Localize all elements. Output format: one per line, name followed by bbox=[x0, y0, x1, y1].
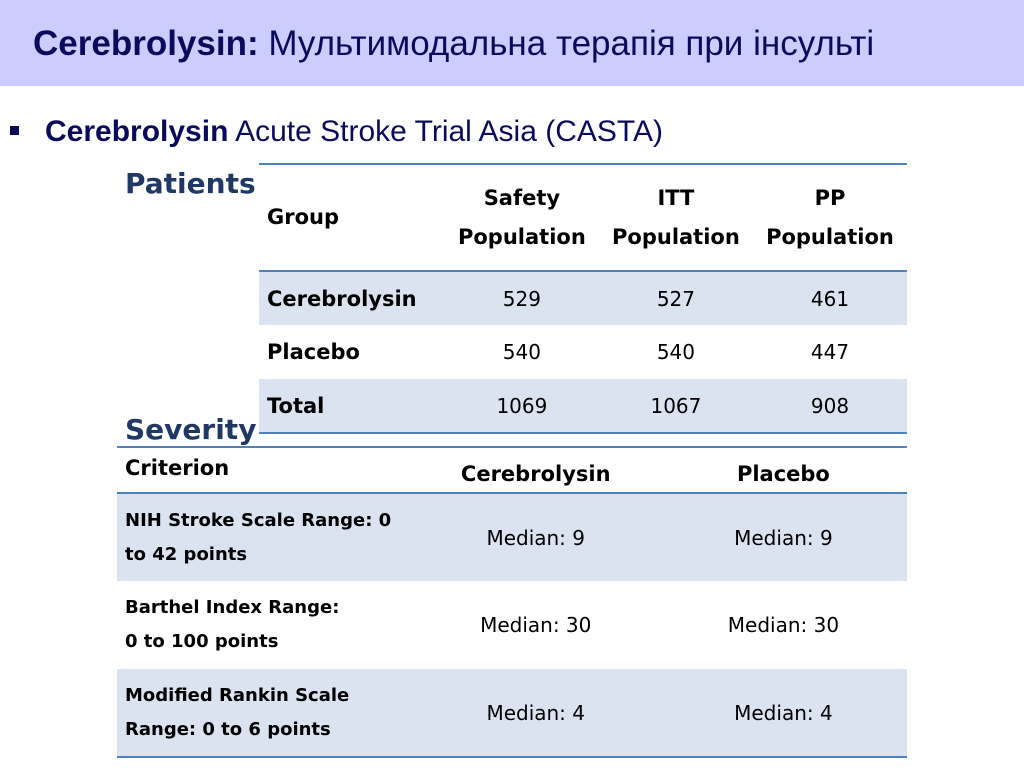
row-safety: 1069 bbox=[496, 393, 548, 418]
patients-label: Patients bbox=[125, 167, 256, 200]
severity-label: Severity bbox=[125, 413, 257, 446]
header-criterion: Criterion bbox=[125, 456, 230, 480]
patients-header-row bbox=[259, 164, 907, 271]
row-placebo: Median: 4 bbox=[734, 700, 833, 725]
row-safety: 540 bbox=[502, 340, 541, 364]
square-bullet-icon bbox=[10, 126, 19, 135]
row-pp: 908 bbox=[810, 393, 850, 418]
slide-title-rest: Мультимодальна терапія при інсульті bbox=[258, 24, 875, 63]
slide-title bbox=[33, 22, 874, 66]
header-pp-line1: PP bbox=[814, 185, 846, 210]
row-group: Cerebrolysin bbox=[267, 286, 417, 311]
bullet-bold: Cerebrolysin bbox=[45, 115, 229, 148]
row-group: Total bbox=[267, 393, 325, 418]
bullet-item bbox=[10, 112, 663, 152]
criterion-line1: NIH Stroke Scale Range: 0 bbox=[125, 509, 392, 531]
criterion-line1: Barthel Index Range: bbox=[125, 597, 340, 618]
header-pp-line2: Population bbox=[766, 224, 894, 249]
header-itt-line1: ITT bbox=[657, 185, 695, 210]
patients-table bbox=[259, 163, 907, 434]
header-safety-line2: Population bbox=[457, 224, 586, 249]
row-cerebrolysin: Median: 4 bbox=[486, 700, 586, 725]
row-itt: 1067 bbox=[650, 393, 702, 418]
row-placebo: Median: 30 bbox=[727, 613, 840, 637]
table-row bbox=[259, 271, 907, 325]
title-bar bbox=[0, 0, 1024, 86]
table-row bbox=[259, 379, 907, 433]
row-safety: 529 bbox=[502, 286, 541, 311]
header-placebo: Placebo bbox=[736, 462, 830, 486]
row-itt: 540 bbox=[656, 340, 696, 364]
criterion-line2: Range: 0 to 6 points bbox=[125, 718, 331, 740]
severity-table bbox=[117, 446, 907, 758]
header-group: Group bbox=[267, 205, 340, 229]
header-safety bbox=[445, 164, 599, 271]
bullet-rest: Acute Stroke Trial Asia (CASTA) bbox=[228, 115, 663, 148]
row-criterion bbox=[117, 493, 412, 581]
header-cerebrolysin: Cerebrolysin bbox=[460, 462, 611, 486]
criterion-line1: Modified Rankin Scale bbox=[125, 684, 350, 706]
table-row bbox=[259, 325, 907, 379]
row-cerebrolysin: Median: 9 bbox=[486, 525, 586, 550]
row-pp: 447 bbox=[810, 340, 850, 364]
severity-header-row bbox=[117, 447, 907, 493]
row-placebo: Median: 9 bbox=[734, 525, 833, 550]
row-pp: 461 bbox=[810, 286, 850, 311]
header-itt bbox=[599, 164, 753, 271]
table-row bbox=[117, 669, 907, 757]
table-row bbox=[117, 493, 907, 581]
table-row bbox=[117, 581, 907, 669]
header-safety-line1: Safety bbox=[483, 185, 561, 210]
row-cerebrolysin: Median: 30 bbox=[480, 613, 592, 637]
row-criterion bbox=[117, 669, 412, 757]
row-itt: 527 bbox=[656, 286, 696, 311]
row-group: Placebo bbox=[267, 340, 360, 364]
criterion-line2: 0 to 100 points bbox=[125, 631, 279, 652]
slide-title-bold: Cerebrolysin: bbox=[33, 24, 259, 63]
criterion-line2: to 42 points bbox=[125, 543, 248, 565]
header-itt-line2: Population bbox=[612, 224, 740, 249]
header-pp bbox=[753, 164, 907, 271]
row-criterion bbox=[117, 581, 412, 669]
